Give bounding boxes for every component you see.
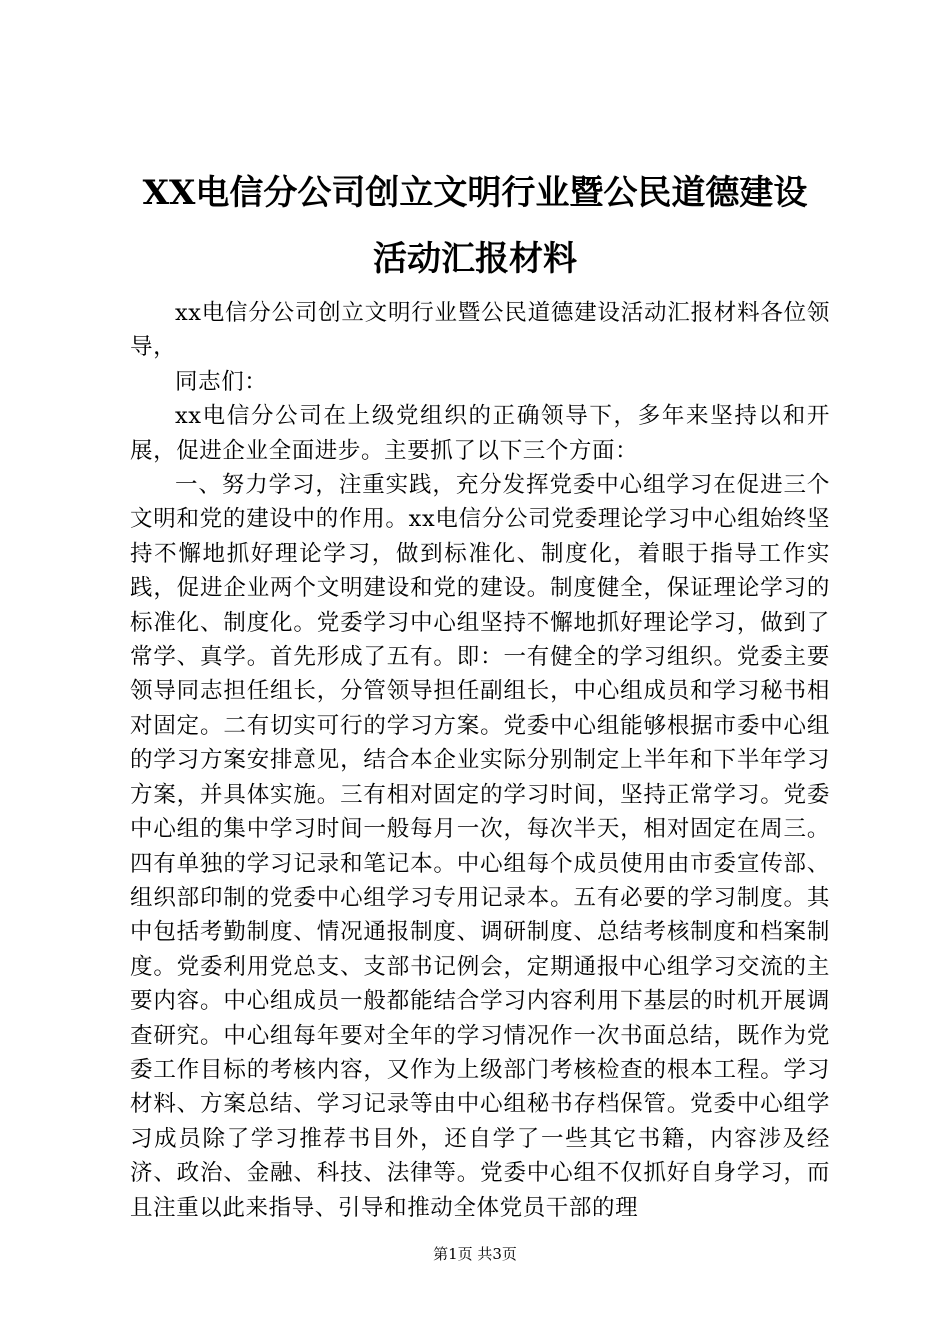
page-indicator: 第1页 共3页: [433, 1245, 517, 1263]
title-line-2: 活动汇报材料: [373, 239, 577, 279]
paragraph-section-one: 一、努力学习，注重实践，充分发挥党委中心组学习在促进三个文明和党的建设中的作用。xx电信分公司党委理论学习中心组始终坚持不懈地抓好理论学习，做到标准化、制度化，着眼于指导工作实践，促进企业两个文明建设和党的建设。制度健全，保证理论学习的标准化、制度化。党委学习中心组坚持不懈地抓好理论学习，做到了常学、真学。首先形成了五有。即：一有健全的学习组织。党委主要领导同志担任组长，分管领导担任副组长，中心组成员和学习秘书相对固定。二有切实可行的学习方案。党委中心组能够根据市委中心组的学习方案安排意见，结合本企业实际分别制定上半年和下半年学习方案，并具体实施。三有相对固定的学习时间，坚持正常学习。党委中心组的集中学习时间一般每月一次，每次半天，相对固定在周三。四有单独的学习记录和笔记本。中心组每个成员使用由市委宣传部、组织部印制的党委中心组学习专用记录本。五有必要的学习制度。其中包括考勤制度、情况通报制度、调研制度、总结考核制度和档案制度。党委利用党总支、支部书记例会，定期通报中心组学习交流的主要内容。中心组成员一般都能结合学习内容利用下基层的时机开展调查研究。中心组每年要对全年的学习情况作一次书面总结，既作为党委工作目标的考核内容，又作为上级部门考核检查的根本工程。学习材料、方案总结、学习记录等由中心组秘书存档保管。党委中心组学习成员除了学习推荐书目外，还自学了一些其它书籍，内容涉及经济、政治、金融、科技、法律等。党委中心组不仅抓好自身学习，而且注重以此来指导、引导和推动全体党员干部的理: [130, 472, 830, 1221]
page-footer: [0, 1244, 950, 1264]
paragraph-salutation: 同志们：: [175, 368, 268, 395]
document-title: [100, 160, 850, 292]
paragraph-intro: xx电信分公司在上级党组织的正确领导下，多年来坚持以和开展，促进企业全面进步。主要抓了以下三个方面：: [130, 403, 830, 464]
document-body: [130, 296, 830, 1225]
title-line-1: XX电信分公司创立文明行业暨公民道德建设: [142, 173, 808, 213]
paragraph-opening: xx电信分公司创立文明行业暨公民道德建设活动汇报材料各位领导，: [130, 300, 830, 361]
